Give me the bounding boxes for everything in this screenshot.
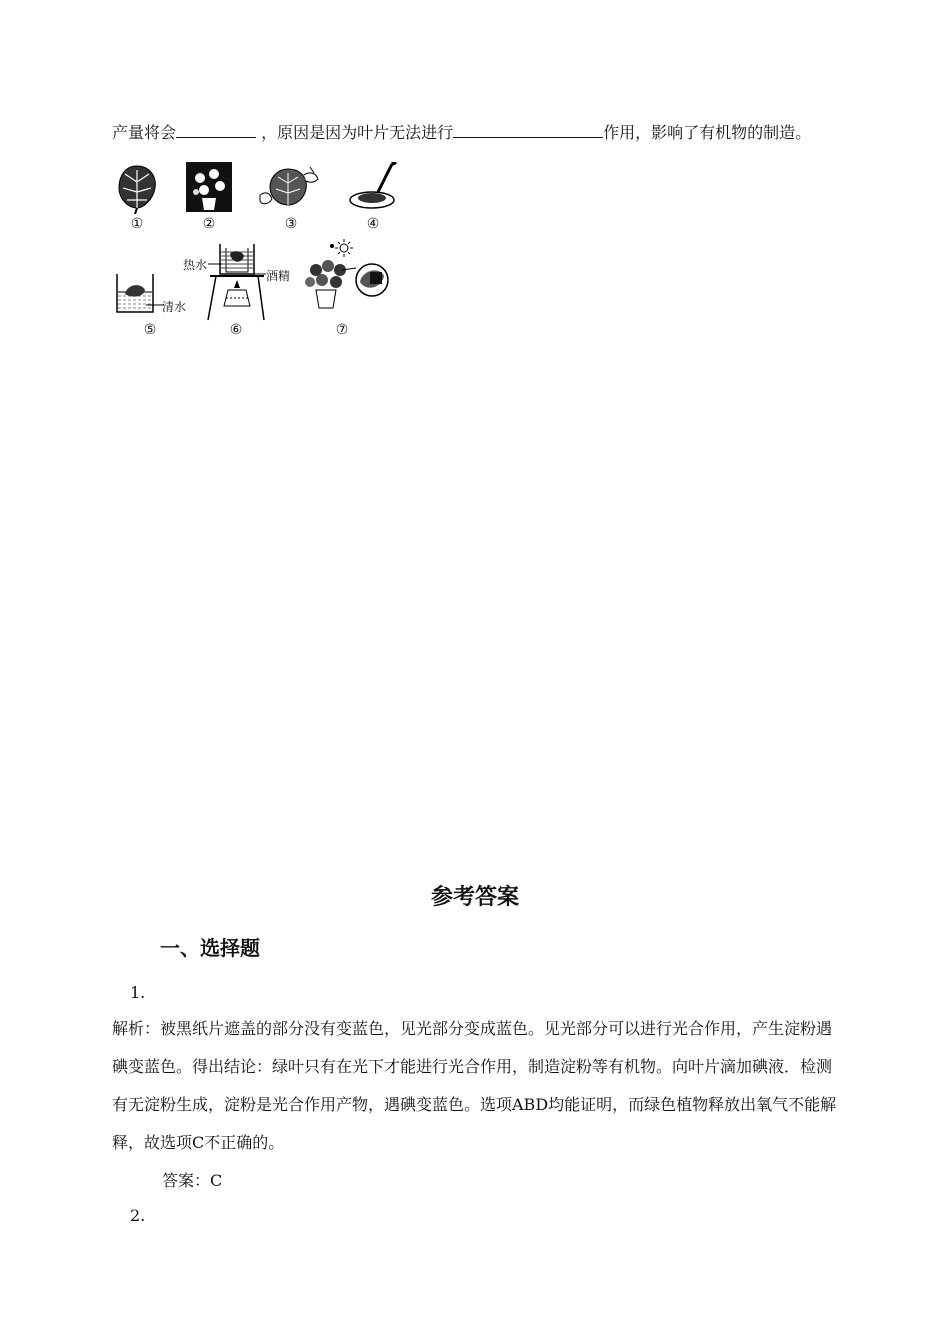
label-hot-water: 热水	[183, 258, 208, 272]
question-part1: 产量将会	[112, 123, 177, 142]
figure-2-caption: ②	[202, 216, 216, 232]
answer-key-title: 参考答案	[430, 885, 519, 910]
figure-5-caption: ⑤	[143, 322, 157, 338]
item-1-answer: 答案：C	[162, 1171, 223, 1190]
item-1-number: 1.	[130, 983, 146, 1002]
section-heading: 一、选择题	[160, 936, 260, 960]
alcohol-pointer	[250, 272, 266, 276]
figure-4-dish-dropper	[348, 162, 400, 214]
item-2-number: 2.	[130, 1206, 146, 1225]
figure-3-caption: ③	[284, 216, 298, 232]
figure-7-plant-in-sun	[300, 238, 392, 320]
figure-5-beaker-rinse	[113, 270, 159, 316]
item-1-analysis: 解析：被黑纸片遮盖的部分没有变蓝色，见光部分变成蓝色。见光部分可以进行光合作用，产生淀粉遇碘变蓝色。得出结论：绿叶只有在光下才能进行光合作用，制造淀粉等有机物。向叶片滴加碘液．检测有无淀粉生成，淀粉是光合作用产物，遇碘变蓝色。选项ABD均能证明，而绿色植物释放出氧气不能解释，故选项C不正确的。	[112, 1019, 837, 1152]
figure-6-caption: ⑥	[229, 322, 243, 338]
figure-6-water-bath	[206, 240, 266, 322]
clear-water-pointer	[146, 303, 164, 307]
question-line	[112, 120, 811, 143]
label-clear-water: 清水	[162, 300, 187, 314]
figure-4-caption: ④	[366, 216, 380, 232]
figure-2-plant-in-dark	[186, 162, 232, 212]
answer-blank-2[interactable]	[453, 123, 603, 138]
question-part2: ，原因是因为叶片无法进行	[261, 123, 454, 142]
figure-1-leaf	[115, 162, 159, 214]
hot-water-pointer	[208, 262, 222, 266]
answer-blank-1[interactable]	[176, 123, 256, 138]
figure-1-caption: ①	[130, 216, 144, 232]
question-part3: 作用，影响了有机物的制造。	[603, 123, 812, 142]
figure-3-cover-leaf	[258, 165, 320, 211]
figure-7-caption: ⑦	[335, 322, 349, 338]
label-alcohol: 酒精	[266, 269, 291, 283]
